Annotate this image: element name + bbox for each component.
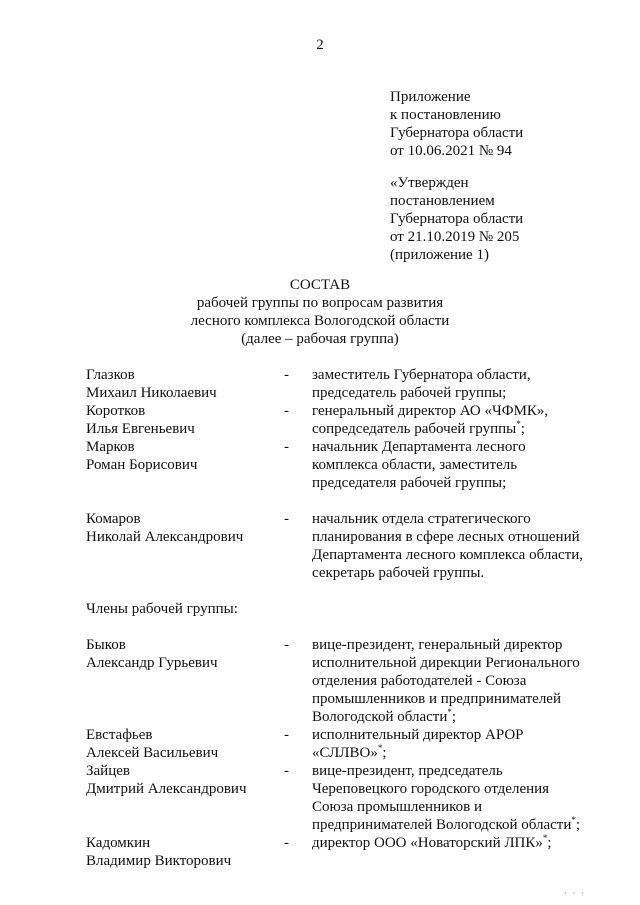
position-line: Вологодской области*; [312,707,457,725]
footnote-asterisk: * [516,419,521,429]
position-punctuation: ; [575,817,581,833]
member-given-name: Александр Гурьевич [86,655,218,671]
member-name [86,510,284,582]
position-punctuation: ; [451,709,457,725]
member-position [312,762,606,834]
dash-separator: - [284,511,289,527]
position-punctuation: ; [520,421,525,437]
spacer [86,492,606,510]
member-name [86,438,284,492]
member-entry [86,834,606,870]
spacer [86,870,606,888]
position-line: Департамента лесного комплекса области, [312,547,583,563]
dash-separator: - [284,835,289,851]
member-position [312,636,606,726]
position-line: промышленников и предпринимателей [312,691,561,707]
position-line: исполнительный директор АРОР [312,727,524,743]
position-line: секретарь рабочей группы. [312,565,485,581]
title-subtitle-line: рабочей группы по вопросам развития [196,295,444,311]
position-line: сопредседатель рабочей группы*; [312,419,525,437]
title-heading: СОСТАВ [289,277,351,293]
member-given-name: Дмитрий Александрович [86,781,247,797]
member-given-name: Алексей Васильевич [86,745,219,761]
member-position [312,366,606,402]
member-entry [86,402,606,438]
footnote-asterisk: * [447,707,452,717]
footnote-asterisk: * [542,833,548,843]
member-given-name: Николай Александрович [86,529,244,545]
member-name [86,636,284,726]
member-entry [86,636,606,726]
member-given-name: Михаил Николаевич [86,385,217,401]
approved-block [390,174,635,264]
member-surname: Коротков [86,403,146,419]
dash-separator: - [284,439,289,455]
position-line: заместитель Губернатора области, [312,367,531,383]
members-section-label: Члены рабочей группы: [86,601,238,617]
member-given-name: Владимир Викторович [86,853,232,869]
member-entry [86,366,606,402]
dash-separator: - [284,727,289,743]
footnote-asterisk: * [377,743,383,753]
appendix-block [390,88,635,160]
members-list [86,366,606,888]
member-surname: Зайцев [86,763,130,779]
member-entry [86,726,606,762]
member-surname: Быков [86,637,126,653]
appendix-line: от 10.06.2021 № 94 [390,143,512,159]
position-line: начальник отдела стратегического [312,511,531,527]
position-line: исполнительной дирекции Регионального [312,655,580,671]
member-position [312,438,606,492]
member-surname: Марков [86,439,135,455]
dash-separator: - [284,367,289,383]
member-name [86,762,284,834]
member-name [86,834,284,870]
member-name [86,726,284,762]
position-line: вице-президент, председатель [312,763,503,779]
member-name [86,402,284,438]
member-entry [86,762,606,834]
position-line: планирования в сфере лесных отношений [312,529,580,545]
position-punctuation: ; [547,835,552,851]
approved-line: Губернатора области [390,211,524,227]
spacer [86,582,606,600]
position-line: председатель рабочей группы; [312,385,507,401]
position-line: генеральный директор АО «ЧФМК», [312,403,549,419]
position-line: предпринимателей Вологодской области*; [312,815,581,833]
member-surname: Кадомкин [86,835,151,851]
footnote-asterisk: * [571,815,576,825]
position-line: «СЛЛВО»*; [312,743,387,761]
position-line: комплекса области, заместитель [312,457,518,473]
member-name [86,366,284,402]
position-line: директор ООО «Новаторский ЛПК»*; [312,833,552,851]
page-number: 2 [316,37,324,53]
approved-line: постановлением [390,193,495,209]
appendix-line: Губернатора области [390,125,524,141]
title-subtitle-line: (далее – рабочая группа) [241,331,399,347]
position-line: начальник Департамента лесного [312,439,526,455]
members-group [86,636,606,888]
position-punctuation: ; [382,745,387,761]
scan-mark: · · · [564,889,586,898]
dash-separator: - [284,637,289,653]
approved-line: «Утвержден [390,175,469,191]
appendix-line: к постановлению [390,107,501,123]
title-subtitle-line: лесного комплекса Вологодской области [190,313,450,329]
member-position [312,510,606,582]
approved-line: (приложение 1) [390,247,489,263]
spacer [86,618,606,636]
position-line: отделения работодателей - Союза [312,673,527,689]
member-entry [86,438,606,492]
member-position [312,726,606,762]
member-surname: Комаров [86,511,141,527]
position-line: Союза промышленников и [312,799,483,815]
dash-separator: - [284,763,289,779]
member-position [312,402,606,438]
approved-line: от 21.10.2019 № 205 [390,229,520,245]
position-line: Череповецкого городского отделения [312,781,550,797]
member-surname: Евстафьев [86,727,153,743]
leaders-list [86,366,606,582]
member-given-name: Илья Евгеньевич [86,421,195,437]
dash-separator: - [284,403,289,419]
position-line: вице-президент, генеральный директор [312,637,563,653]
member-entry [86,510,606,582]
member-surname: Глазков [86,367,135,383]
document-title [0,276,640,348]
member-given-name: Роман Борисович [86,457,198,473]
position-line: председателя рабочей группы; [312,475,507,491]
appendix-line: Приложение [390,89,471,105]
member-position [312,834,606,870]
